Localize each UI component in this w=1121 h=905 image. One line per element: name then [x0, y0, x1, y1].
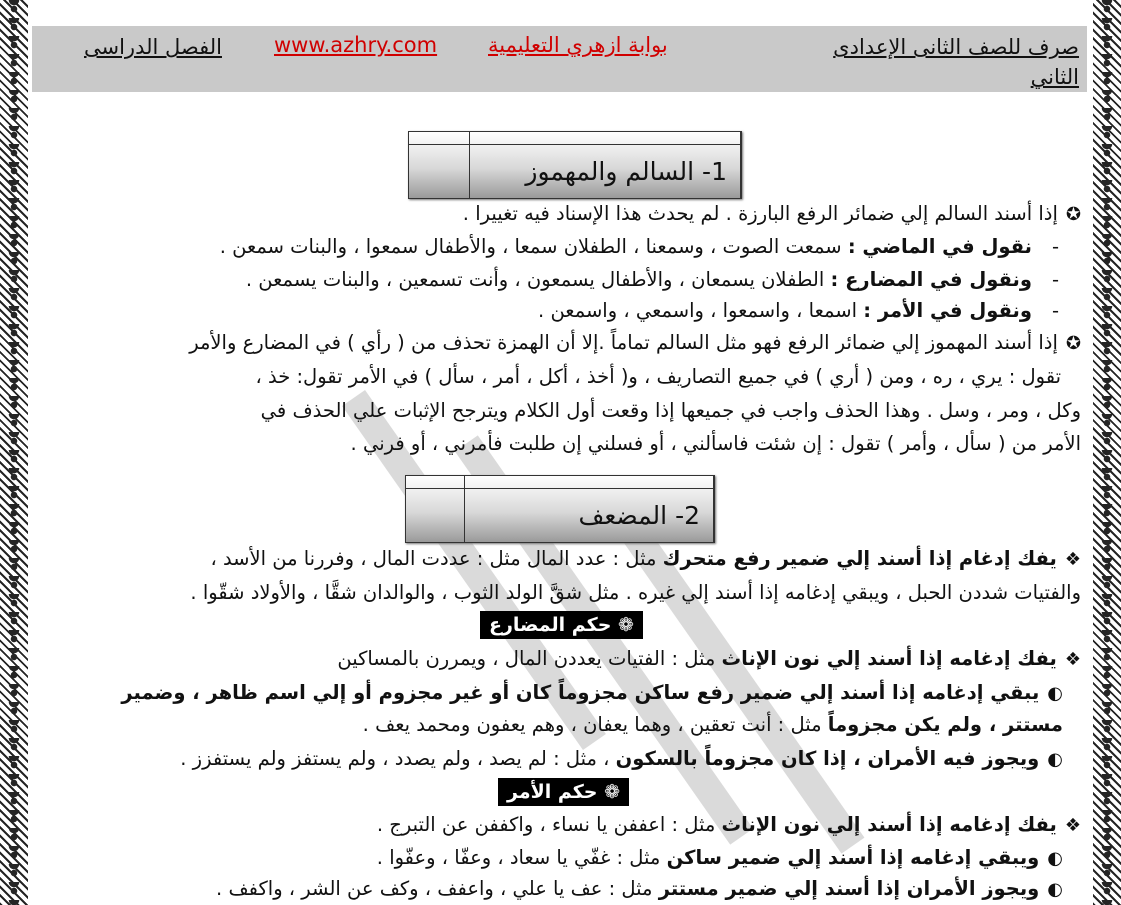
subheading-amr: ❁ حكم الأمر — [498, 778, 629, 806]
grade-label: صرف للصف الثانى الإعدادى — [833, 35, 1079, 59]
document-page — [30, 0, 1091, 905]
text-line: والفتيات شددن الحبل ، ويبقي إدغامه إذا أسند إلي غيره . مثل شقَّ الولد الثوب ، والوالدان شقَّا ، والأولاد شقّوا . — [190, 581, 1081, 604]
header-banner — [32, 26, 1087, 92]
dash-bullet: - — [1051, 268, 1059, 291]
text-line: الأمر من ( سأل ، وأمر ) تقول : إن شئت فاسألني ، أو فسلني إن طلبت فأمرني ، أو فرني . — [350, 432, 1081, 455]
text-line: ◐ويبقي إدغامه إذا أسند إلي ضمير ساكن مثل : غفّي يا سعاد ، وعفّا ، وعفّوا . — [376, 846, 1063, 869]
term-second-label: الثاني — [1030, 65, 1079, 89]
dash-bullet: - — [1051, 299, 1059, 322]
text-line: ◐يبقي إدغامه إذا أسند إلي ضمير رفع ساكن مجزوماً كان أو غير مجزوم أو إلي اسم ظاهر ، وضمير — [121, 681, 1063, 704]
diamond-bullet-icon: ❖ — [1064, 549, 1081, 570]
portal-name: بوابة ازهري التعليمية — [488, 33, 668, 57]
text-line: ❖يفك إدغام إذا أسند إلي ضمير رفع متحرك مثل : عدد المال مثل : عددت المال ، وفررنا من الأسد ، — [210, 547, 1081, 570]
text-line: ❖يفك إدغامه إذا أسند إلي نون الإناث مثل : الفتيات يعددن المال ، ويمررن بالمساكين — [337, 647, 1081, 670]
text-line: -ونقول في الأمر : اسمعا ، واسمعوا ، واسمعي ، واسمعن . — [538, 299, 1059, 322]
text-line: ◐ويجوز الأمران إذا أسند إلي ضمير مستتر مثل : عف يا علي ، واعفف ، وكف عن الشر ، واكفف . — [216, 877, 1063, 900]
star-circle-icon: ✪ — [1065, 333, 1081, 354]
section1-title: 1- السالم والمهموز — [525, 156, 727, 186]
star-circle-icon: ✪ — [1065, 204, 1081, 225]
flower-icon: ❁ — [618, 614, 634, 636]
text-line: ❖يفك إدغامه إذا أسند إلي نون الإناث مثل : اعففن يا نساء ، واكففن عن التبرج . — [376, 813, 1081, 836]
flower-icon: ❁ — [604, 781, 621, 803]
text-line: -نقول في الماضي : سمعت الصوت ، وسمعنا ، الطفلان سمعا ، والأطفال سمعوا ، والبنات سمعن . — [219, 235, 1059, 258]
left-decorative-border — [0, 0, 28, 905]
circled-d-bullet-icon: ◐ — [1047, 848, 1063, 869]
text-line: وكل ، ومر ، وسل . وهذا الحذف واجب في جميعها إذا وقعت أول الكلام ويترجح الإثبات علي الحذف في — [260, 399, 1081, 422]
dash-bullet: - — [1051, 235, 1059, 258]
circled-d-bullet-icon: ◐ — [1047, 879, 1063, 900]
text-line: -ونقول في المضارع : الطفلان يسمعان ، والأطفال يسمعون ، وأنت تسمعين ، والبنات يسمعن . — [245, 268, 1059, 291]
term-label: الفصل الدراسى — [84, 35, 222, 59]
section2-title: 2- المضعف — [578, 500, 700, 530]
diamond-bullet-icon: ❖ — [1064, 649, 1081, 670]
text-line: تقول : يري ، ره ، ومن ( أري ) في جميع التصاريف ، و( أخذ ، أكل ، أمر ، سأل ) في الأمر تقول: خذ ، — [255, 365, 1061, 388]
section2-title-box — [405, 475, 715, 543]
site-link[interactable]: www.azhry.com — [274, 33, 438, 57]
text-line: مستتر ، ولم يكن مجزوماً مثل : أنت تعقين ، وهما يعفان ، وهم يعفون ومحمد يعف . — [362, 713, 1063, 736]
right-decorative-border — [1093, 0, 1121, 905]
diamond-bullet-icon: ❖ — [1064, 815, 1081, 836]
text-line: ✪إذا أسند المهموز إلي ضمائر الرفع فهو مثل السالم تماماً .إلا أن الهمزة تحذف من ( رأي ) في المضارع والأمر — [189, 331, 1081, 354]
circled-d-bullet-icon: ◐ — [1047, 749, 1063, 770]
section1-title-box — [408, 131, 742, 199]
circled-d-bullet-icon: ◐ — [1047, 683, 1063, 704]
subheading-mudari: ❁ حكم المضارع — [480, 611, 643, 639]
text-line: ✪إذا أسند السالم إلي ضمائر الرفع البارزة . لم يحدث هذا الإسناد فيه تغييرا . — [462, 202, 1081, 225]
text-line: ◐ويجوز فيه الأمران ، إذا كان مجزوماً بالسكون ، مثل : لم يصد ، ولم يصدد ، ولم يستفز ولم يستفزز . — [180, 747, 1063, 770]
